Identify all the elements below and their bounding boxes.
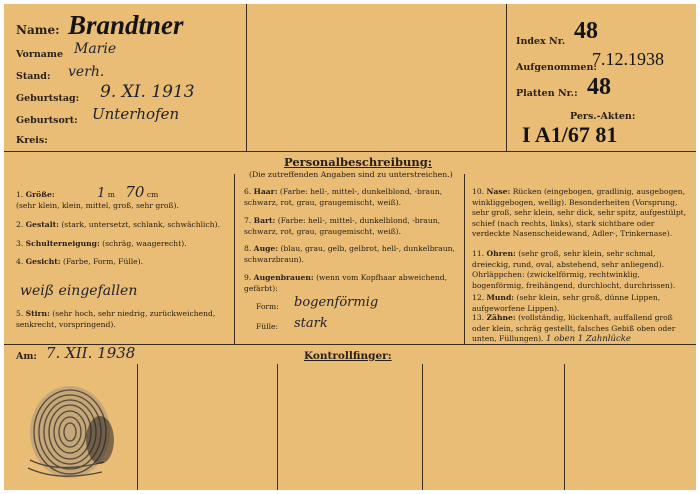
item-text: (sehr hoch, sehr niedrig, zurückweichend, senkrecht, vorspringend). xyxy=(16,309,216,329)
description-subtitle: (Die zutreffenden Angaben sind zu unterstreichen.) xyxy=(249,170,453,179)
description-title: Personalbeschreibung: xyxy=(284,155,433,169)
geburtsort-value: Unterhofen xyxy=(92,105,180,123)
registration-card xyxy=(4,4,696,490)
item-head: Gestalt: xyxy=(25,220,59,229)
item-head: Bart: xyxy=(253,216,276,225)
item-text: (schräg, waagerecht). xyxy=(102,239,187,248)
groesse-cm: 70 xyxy=(125,183,145,201)
pers-akten-value: I A1/67 81 xyxy=(522,122,618,147)
item-nase xyxy=(472,187,692,240)
name-label: Name: xyxy=(16,23,60,37)
item-groesse xyxy=(16,183,230,211)
item-text: (vollständig, lückenhaft, auffallend groß oder klein, schräg gestellt, falsches Gebiß oben oder unten, Füllungen). xyxy=(472,313,676,344)
item-zaehne xyxy=(472,313,692,345)
item-head: Zähne: xyxy=(486,313,516,322)
finger-divider-3 xyxy=(422,364,423,490)
name-value: Brandtner xyxy=(68,10,184,40)
item-text: (blau, grau, gelb, gelbrot, hell-, dunkelbraun, schwarzbraun). xyxy=(244,244,455,264)
stand-value: verh. xyxy=(68,64,105,80)
geburtsort-label: Geburtsort: xyxy=(16,115,78,126)
item-head: Stirn: xyxy=(25,309,50,318)
divider-desc-1 xyxy=(234,174,235,344)
fingerprint-image xyxy=(18,382,114,488)
item-mund xyxy=(472,293,692,314)
item-head: Auge: xyxy=(253,244,279,253)
index-label: Index Nr. xyxy=(516,36,566,47)
item-gestalt xyxy=(16,220,230,231)
item-text: (Farbe, Form, Fülle). xyxy=(63,257,144,266)
divider-top-left xyxy=(246,4,247,151)
item-number: 2. xyxy=(16,220,24,229)
divider-desc-2 xyxy=(464,174,465,344)
groesse-cm-unit: cm xyxy=(146,190,159,199)
item-number: 11. xyxy=(472,249,485,258)
item-head: Ohren: xyxy=(486,249,516,258)
item-gesicht xyxy=(16,257,230,268)
item-head: Gesicht: xyxy=(25,257,61,266)
item-number: 3. xyxy=(16,239,24,248)
index-value: 48 xyxy=(574,18,598,44)
item-text: (sehr klein, klein, mittel, groß, sehr groß). xyxy=(16,200,179,210)
divider-top-right xyxy=(506,4,507,151)
aufgenommen-value: 7.12.1938 xyxy=(592,49,664,69)
item-head: Größe: xyxy=(25,190,55,199)
gesicht-value: weiß eingefallen xyxy=(20,283,138,299)
item-text: (sehr klein, sehr groß, dünne Lippen, aufgeworfene Lippen). xyxy=(472,293,661,313)
kreis-label: Kreis: xyxy=(16,135,48,146)
item-head: Augenbrauen: xyxy=(253,273,314,282)
stand-label: Stand: xyxy=(16,71,51,82)
platten-label: Platten Nr.: xyxy=(516,88,578,99)
item-text: (stark, untersetzt, schlank, schwächlich). xyxy=(61,220,220,229)
form-label: Form: xyxy=(256,302,279,311)
vorname-value: Marie xyxy=(74,41,117,57)
item-number: 6. xyxy=(244,187,252,196)
kontrollfinger-label: Kontrollfinger: xyxy=(304,350,392,362)
item-ohren xyxy=(472,249,692,291)
item-number: 1. xyxy=(16,190,24,199)
item-haar xyxy=(244,187,458,208)
item-auge xyxy=(244,244,458,265)
item-text: Rücken (eingebogen, gradlinig, ausgebogen, winkliggebogen, wellig). Besonderheiten (Vorsprung, sehr groß, sehr klein, sehr dick, sehr spitz, aufgestülpt, schief (nach rechts, links), stark sichtbare oder verdeckte Nasenscheidewand, Adler-, Trinkernase). xyxy=(472,187,687,239)
finger-divider-4 xyxy=(564,364,565,490)
item-number: 9. xyxy=(244,273,252,282)
aufgenommen-label: Aufgenommen: xyxy=(516,62,597,73)
item-augenbrauen xyxy=(244,273,458,294)
item-text: (sehr groß, sehr klein, sehr schmal, dreieckig, rund, oval, abstehend, sehr anliegend). Ohrläppchen: (zwickelförmig, rechtwinklig, bogenförmig, freihängend, durchlocht, durchrissen). xyxy=(472,249,676,290)
item-schulterneigung xyxy=(16,239,230,250)
platten-value: 48 xyxy=(587,74,611,100)
item-number: 7. xyxy=(244,216,252,225)
item-text: (Farbe: hell-, mittel-, dunkelblond, -braun, schwarz, rot, grau, graugemischt, weiß). xyxy=(244,187,443,207)
vorname-label: Vorname xyxy=(16,49,63,60)
item-number: 13. xyxy=(472,313,485,322)
divider-horizontal-1 xyxy=(4,151,696,152)
item-number: 4. xyxy=(16,257,24,266)
am-value: 7. XII. 1938 xyxy=(46,344,136,362)
zaehne-value: 1 oben 1 Zahnlücke xyxy=(545,334,631,345)
item-head: Nase: xyxy=(486,187,511,196)
am-label: Am: xyxy=(16,351,37,362)
item-head: Haar: xyxy=(253,187,278,196)
item-number: 5. xyxy=(16,309,24,318)
geburtstag-value: 9. XI. 1913 xyxy=(100,82,195,102)
fuelle-value: stark xyxy=(294,316,328,331)
finger-divider-1 xyxy=(137,364,138,490)
finger-divider-2 xyxy=(277,364,278,490)
form-value: bogenförmig xyxy=(294,295,379,310)
groesse-m: 1 xyxy=(97,186,106,201)
item-bart xyxy=(244,216,458,237)
item-number: 8. xyxy=(244,244,252,253)
item-stirn xyxy=(16,309,230,330)
item-head: Mund: xyxy=(486,293,515,302)
item-head: Schulterneigung: xyxy=(25,239,100,248)
item-number: 12. xyxy=(472,293,485,302)
fuelle-label: Fülle: xyxy=(256,322,279,331)
item-text: (Farbe: hell-, mittel-, dunkelblond, -braun, schwarz, rot, grau, graugemischt, weiß). xyxy=(244,216,441,236)
groesse-m-unit: m xyxy=(107,190,115,199)
pers-akten-label: Pers.-Akten: xyxy=(570,111,636,122)
item-number: 10. xyxy=(472,187,485,196)
item-text: (wenn vom Kopfhaar abweichend, gefärbt): xyxy=(244,273,448,293)
geburtstag-label: Geburtstag: xyxy=(16,93,80,104)
